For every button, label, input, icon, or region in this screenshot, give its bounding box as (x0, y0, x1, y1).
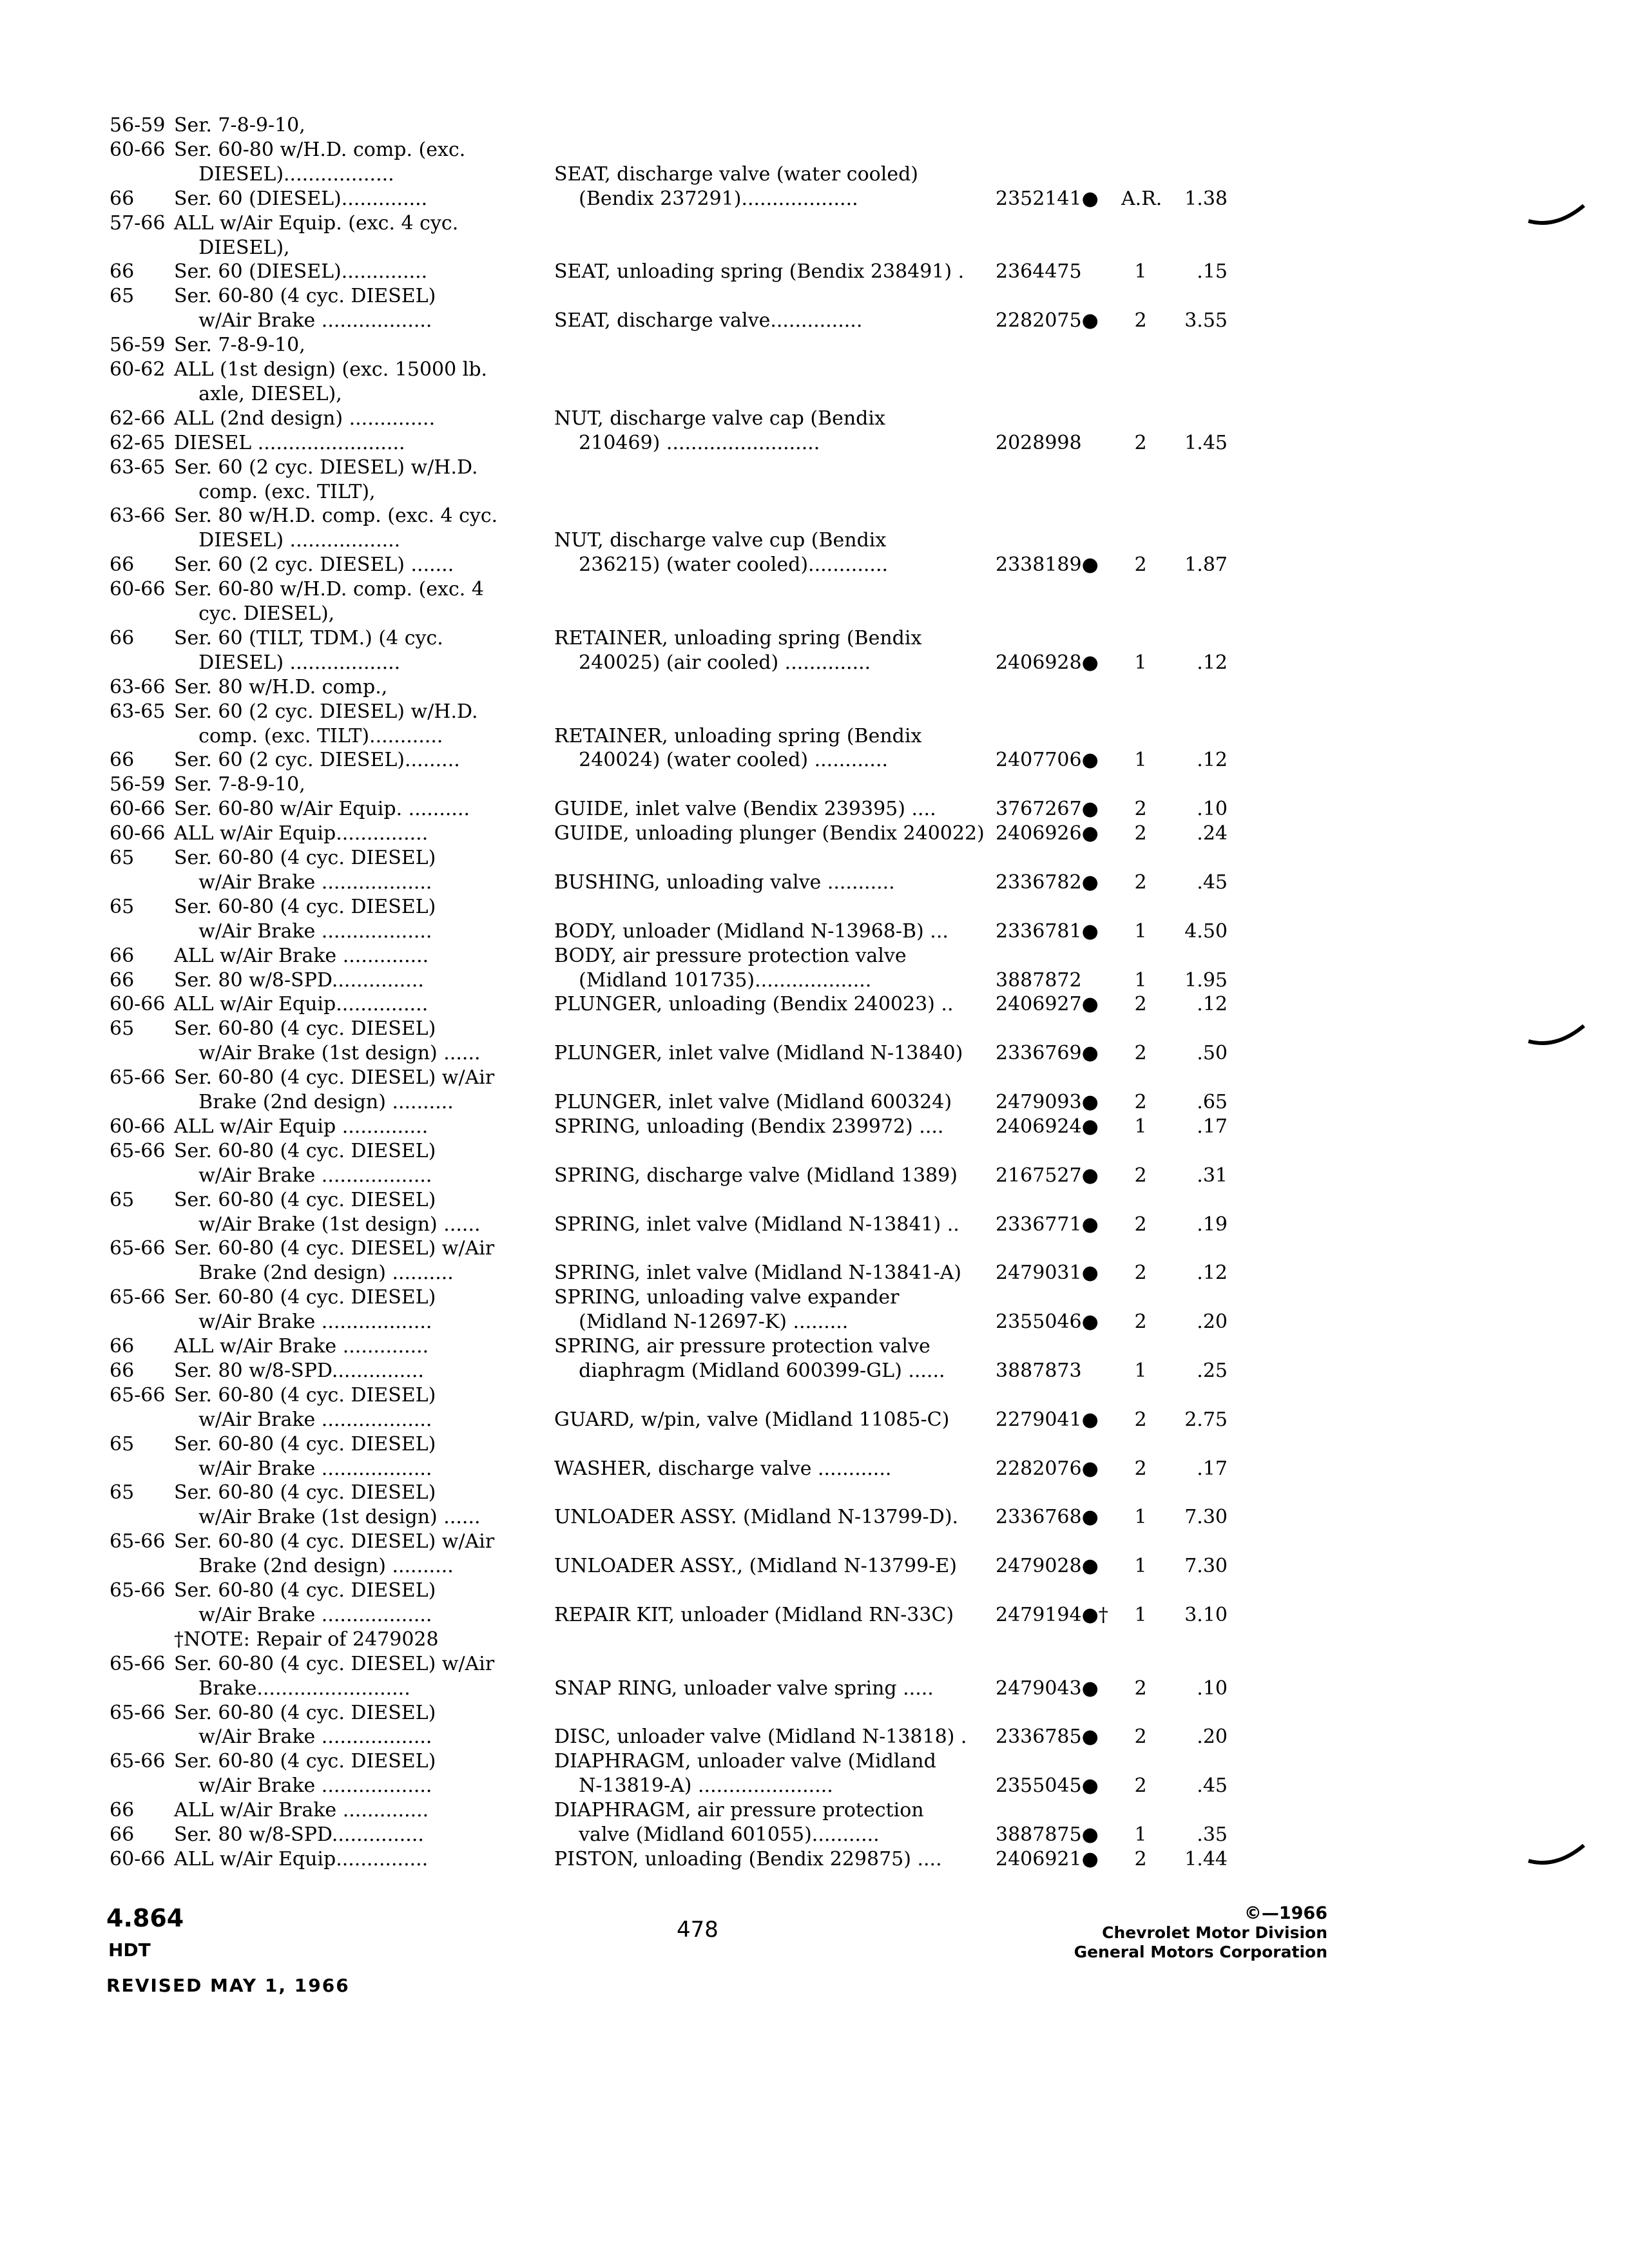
quantity: 1 (1134, 1360, 1147, 1382)
part-description: SPRING, inlet valve (Midland N-13841) .. (554, 1213, 959, 1236)
application: Ser. 60-80 w/Air Equip. .......... (174, 798, 470, 820)
model-years: 62-65 (110, 432, 166, 454)
model-years: 65-66 (110, 1530, 166, 1553)
model-years: 66 (110, 627, 135, 649)
application: DIESEL) .................. (174, 651, 401, 674)
quantity: 1 (1134, 260, 1147, 283)
application: Ser. 60-80 (4 cyc. DIESEL) (174, 1384, 436, 1407)
part-description: GUARD, w/pin, valve (Midland 11085-C) (554, 1408, 950, 1431)
list-price: .20 (1197, 1725, 1228, 1748)
part-number: 2479031● (996, 1262, 1099, 1284)
publisher-block (1005, 1904, 1327, 1962)
application: Ser. 60-80 (4 cyc. DIESEL) w/Air (174, 1530, 495, 1553)
list-price: .12 (1197, 749, 1228, 771)
quantity: 1 (1134, 1506, 1147, 1528)
application: Ser. 60-80 (4 cyc. DIESEL) (174, 847, 436, 869)
part-description: valve (Midland 601055)........... (554, 1823, 880, 1846)
part-description: UNLOADER ASSY. (Midland N-13799-D). (554, 1506, 959, 1528)
quantity: 1 (1134, 969, 1147, 992)
application: Brake......................... (174, 1677, 410, 1700)
part-number: 2282076● (996, 1457, 1099, 1480)
model-years: 66 (110, 260, 135, 283)
part-number: 2167527● (996, 1164, 1099, 1187)
list-price: 2.75 (1184, 1408, 1228, 1431)
quantity: 2 (1134, 1091, 1147, 1113)
application: Ser. 80 w/8-SPD............... (174, 1360, 424, 1382)
section-number: 4.864 (106, 1904, 184, 1932)
part-number: 2336771● (996, 1213, 1099, 1236)
list-price: .45 (1197, 871, 1228, 894)
part-description: 236215) (water cooled)............. (554, 553, 889, 576)
part-description: GUIDE, inlet valve (Bendix 239395) .... (554, 798, 936, 820)
division-name: Chevrolet Motor Division (1102, 1923, 1327, 1942)
application: †NOTE: Repair of 2479028 (174, 1628, 439, 1651)
model-years: 66 (110, 1335, 135, 1358)
quantity: 2 (1134, 1213, 1147, 1236)
quantity: 2 (1134, 993, 1147, 1015)
list-price: 1.38 (1184, 187, 1228, 210)
model-years: 60-66 (110, 798, 166, 820)
part-number: 2336768● (996, 1506, 1099, 1528)
quantity: 2 (1134, 1774, 1147, 1797)
quantity: 2 (1134, 871, 1147, 894)
application: Ser. 80 w/H.D. comp. (exc. 4 cyc. (174, 505, 498, 527)
model-years: 65-66 (110, 1140, 166, 1162)
application: Ser. 60 (2 cyc. DIESEL) w/H.D. (174, 456, 478, 479)
part-description: BUSHING, unloading valve ........... (554, 871, 895, 894)
model-years: 60-66 (110, 822, 166, 845)
model-years: 56-59 (110, 334, 166, 356)
model-years: 65 (110, 285, 135, 307)
list-price: 3.55 (1184, 309, 1228, 332)
model-years: 65-66 (110, 1653, 166, 1675)
model-years: 65-66 (110, 1384, 166, 1407)
part-description: N-13819-A) ...................... (554, 1774, 833, 1797)
part-description: SPRING, air pressure protection valve (554, 1335, 930, 1358)
part-description: SNAP RING, unloader valve spring ..... (554, 1677, 934, 1700)
model-years: 65-66 (110, 1750, 166, 1773)
application: ALL w/Air Equip............... (174, 993, 429, 1015)
quantity: 1 (1134, 1555, 1147, 1577)
application: ALL (1st design) (exc. 15000 lb. (174, 358, 488, 381)
list-price: .65 (1197, 1091, 1228, 1113)
list-price: .19 (1197, 1213, 1228, 1236)
part-description: RETAINER, unloading spring (Bendix (554, 725, 922, 747)
list-price: 7.30 (1184, 1506, 1228, 1528)
model-years: 65 (110, 896, 135, 918)
application: Ser. 60-80 (4 cyc. DIESEL) (174, 1433, 436, 1456)
part-description: RETAINER, unloading spring (Bendix (554, 627, 922, 649)
quantity: 1 (1134, 1604, 1147, 1626)
application: ALL w/Air Equip............... (174, 1848, 429, 1870)
list-price: 3.10 (1184, 1604, 1228, 1626)
quantity: A.R. (1121, 187, 1162, 210)
application: comp. (exc. TILT), (174, 481, 376, 503)
application: Ser. 60 (2 cyc. DIESEL) ....... (174, 553, 454, 576)
quantity: 2 (1134, 432, 1147, 454)
application: w/Air Brake .................. (174, 1408, 432, 1431)
quantity: 2 (1134, 1042, 1147, 1064)
part-number: 2479043● (996, 1677, 1099, 1700)
application: w/Air Brake .................. (174, 1311, 432, 1333)
application: Ser. 60-80 w/H.D. comp. (exc. (174, 139, 466, 161)
application: w/Air Brake .................. (174, 1164, 432, 1187)
part-number: 2355046● (996, 1311, 1099, 1333)
part-number: 2406927● (996, 993, 1099, 1015)
model-years: 62-66 (110, 407, 166, 430)
list-price: .12 (1197, 1262, 1228, 1284)
application: Ser. 60 (2 cyc. DIESEL)......... (174, 749, 460, 771)
part-number: 3887873 (996, 1360, 1082, 1382)
model-years: 60-66 (110, 139, 166, 161)
application: Ser. 60-80 (4 cyc. DIESEL) w/Air (174, 1237, 495, 1260)
part-description: (Bendix 237291)................... (554, 187, 858, 210)
application: Ser. 60-80 (4 cyc. DIESEL) (174, 1286, 436, 1309)
part-description: PLUNGER, unloading (Bendix 240023) .. (554, 993, 954, 1015)
corporation-name: General Motors Corporation (1074, 1943, 1327, 1961)
application: w/Air Brake .................. (174, 1457, 432, 1480)
list-price: .50 (1197, 1042, 1228, 1064)
application: ALL w/Air Brake .............. (174, 1335, 429, 1358)
part-number: 3767267● (996, 798, 1099, 820)
application: Ser. 60-80 (4 cyc. DIESEL) w/Air (174, 1653, 495, 1675)
quantity: 2 (1134, 309, 1147, 332)
application: Ser. 60 (DIESEL).............. (174, 260, 428, 283)
application: Ser. 60-80 (4 cyc. DIESEL) (174, 1579, 436, 1602)
model-years: 66 (110, 969, 135, 992)
part-description: NUT, discharge valve cap (Bendix (554, 407, 885, 430)
application: w/Air Brake (1st design) ...... (174, 1213, 481, 1236)
part-number: 2406924● (996, 1115, 1099, 1138)
model-years: 65-66 (110, 1702, 166, 1724)
quantity: 2 (1134, 553, 1147, 576)
part-description: WASHER, discharge valve ............ (554, 1457, 892, 1480)
quantity: 2 (1134, 1848, 1147, 1870)
application: Brake (2nd design) .......... (174, 1262, 454, 1284)
quantity: 2 (1134, 1164, 1147, 1187)
quantity: 1 (1134, 1823, 1147, 1846)
list-price: .10 (1197, 798, 1228, 820)
list-price: .12 (1197, 651, 1228, 674)
list-price: 1.87 (1184, 553, 1228, 576)
model-years: 65 (110, 1433, 135, 1456)
model-years: 63-65 (110, 456, 166, 479)
list-price: 4.50 (1184, 920, 1228, 943)
part-number: 2406921● (996, 1848, 1099, 1870)
part-description: 240024) (water cooled) ............ (554, 749, 889, 771)
part-description: SEAT, discharge valve (water cooled) (554, 163, 918, 186)
model-years: 57-66 (110, 212, 166, 235)
application: ALL (2nd design) .............. (174, 407, 436, 430)
part-description: PLUNGER, inlet valve (Midland N-13840) (554, 1042, 963, 1064)
list-price: .31 (1197, 1164, 1228, 1187)
part-description: (Midland 101735)................... (554, 969, 872, 992)
binder-hole-mark (1527, 203, 1585, 229)
application: axle, DIESEL), (174, 383, 342, 405)
application: Ser. 60-80 w/H.D. comp. (exc. 4 (174, 578, 484, 601)
part-description: (Midland N-12697-K) ......... (554, 1311, 849, 1333)
part-number: 2364475 (996, 260, 1082, 283)
quantity: 2 (1134, 1408, 1147, 1431)
quantity: 1 (1134, 1115, 1147, 1138)
model-years: 66 (110, 1360, 135, 1382)
model-years: 60-66 (110, 1115, 166, 1138)
quantity: 2 (1134, 1262, 1147, 1284)
model-years: 63-66 (110, 505, 166, 527)
model-years: 65-66 (110, 1066, 166, 1089)
application: DIESEL) .................. (174, 529, 401, 552)
part-number: 2336782● (996, 871, 1099, 894)
application: ALL w/Air Brake .............. (174, 1799, 429, 1821)
application: w/Air Brake .................. (174, 1725, 432, 1748)
part-description: DIAPHRAGM, unloader valve (Midland (554, 1750, 936, 1773)
quantity: 2 (1134, 798, 1147, 820)
part-number: 2338189● (996, 553, 1099, 576)
part-number: 3887872 (996, 969, 1082, 992)
application: Ser. 7-8-9-10, (174, 334, 305, 356)
part-description: BODY, unloader (Midland N-13968-B) ... (554, 920, 949, 943)
application: Ser. 7-8-9-10, (174, 773, 305, 796)
list-price: .15 (1197, 260, 1228, 283)
application: DIESEL).................. (174, 163, 394, 186)
part-number: 2279041● (996, 1408, 1099, 1431)
application: Ser. 60-80 (4 cyc. DIESEL) w/Air (174, 1066, 495, 1089)
part-description: REPAIR KIT, unloader (Midland RN-33C) (554, 1604, 954, 1626)
model-years: 65 (110, 1017, 135, 1040)
part-number: 3887875● (996, 1823, 1099, 1846)
application: DIESEL ........................ (174, 432, 405, 454)
part-number: 2479093● (996, 1091, 1099, 1113)
model-years: 66 (110, 553, 135, 576)
part-number: 2479194●† (996, 1604, 1108, 1626)
application: Ser. 60-80 (4 cyc. DIESEL) (174, 1189, 436, 1211)
application: Ser. 60-80 (4 cyc. DIESEL) (174, 1140, 436, 1162)
model-years: 66 (110, 749, 135, 771)
model-years: 65 (110, 847, 135, 869)
page-number: 478 (677, 1917, 718, 1943)
application: w/Air Brake .................. (174, 309, 432, 332)
application: w/Air Brake .................. (174, 1604, 432, 1626)
list-price: 7.30 (1184, 1555, 1228, 1577)
application: Ser. 80 w/8-SPD............... (174, 1823, 424, 1846)
application: ALL w/Air Brake .............. (174, 945, 429, 967)
part-description: PLUNGER, inlet valve (Midland 600324) (554, 1091, 952, 1113)
list-price: .12 (1197, 993, 1228, 1015)
model-years: 66 (110, 945, 135, 967)
part-description: SPRING, unloading valve expander (554, 1286, 900, 1309)
part-number: 2479028● (996, 1555, 1099, 1577)
model-years: 60-66 (110, 993, 166, 1015)
list-price: .20 (1197, 1311, 1228, 1333)
part-number: 2355045● (996, 1774, 1099, 1797)
application: Ser. 60-80 (4 cyc. DIESEL) (174, 1017, 436, 1040)
application: ALL w/Air Equip. (exc. 4 cyc. (174, 212, 459, 235)
model-years: 65 (110, 1189, 135, 1211)
part-description: BODY, air pressure protection valve (554, 945, 907, 967)
part-description: 210469) ......................... (554, 432, 820, 454)
part-number: 2406928● (996, 651, 1099, 674)
part-number: 2282075● (996, 309, 1099, 332)
model-years: 60-66 (110, 578, 166, 601)
quantity: 2 (1134, 1725, 1147, 1748)
part-description: SEAT, unloading spring (Bendix 238491) . (554, 260, 965, 283)
model-years: 56-59 (110, 114, 166, 137)
part-description: DISC, unloader valve (Midland N-13818) . (554, 1725, 967, 1748)
copyright: ©—1966 (1244, 1903, 1327, 1923)
application: Brake (2nd design) .......... (174, 1091, 454, 1113)
application: Ser. 60-80 (4 cyc. DIESEL) (174, 1481, 436, 1504)
list-price: 1.45 (1184, 432, 1228, 454)
part-number: 2352141● (996, 187, 1099, 210)
application: Ser. 80 w/H.D. comp., (174, 676, 388, 698)
application: Ser. 7-8-9-10, (174, 114, 305, 137)
model-years: 65-66 (110, 1237, 166, 1260)
part-description: SEAT, discharge valve............... (554, 309, 863, 332)
model-years: 56-59 (110, 773, 166, 796)
part-number: 2406926● (996, 822, 1099, 845)
part-number: 2336769● (996, 1042, 1099, 1064)
application: Ser. 80 w/8-SPD............... (174, 969, 424, 992)
list-price: 1.44 (1184, 1848, 1228, 1870)
model-years: 65-66 (110, 1579, 166, 1602)
application: DIESEL), (174, 236, 290, 259)
application: Ser. 60-80 (4 cyc. DIESEL) (174, 1702, 436, 1724)
list-price: .17 (1197, 1115, 1228, 1138)
model-years: 66 (110, 187, 135, 210)
part-number: 2336785● (996, 1725, 1099, 1748)
quantity: 2 (1134, 1457, 1147, 1480)
quantity: 2 (1134, 1311, 1147, 1333)
application: cyc. DIESEL), (174, 602, 335, 625)
application: Ser. 60 (TILT, TDM.) (4 cyc. (174, 627, 443, 649)
list-price: .17 (1197, 1457, 1228, 1480)
part-description: PISTON, unloading (Bendix 229875) .... (554, 1848, 942, 1870)
part-description: 240025) (air cooled) .............. (554, 651, 871, 674)
application: ALL w/Air Equip .............. (174, 1115, 429, 1138)
series-code: HDT (108, 1939, 151, 1961)
model-years: 66 (110, 1823, 135, 1846)
part-number: 2336781● (996, 920, 1099, 943)
model-years: 66 (110, 1799, 135, 1821)
quantity: 1 (1134, 749, 1147, 771)
list-price: .45 (1197, 1774, 1228, 1797)
list-price: .24 (1197, 822, 1228, 845)
model-years: 60-62 (110, 358, 166, 381)
quantity: 1 (1134, 920, 1147, 943)
list-price: .35 (1197, 1823, 1228, 1846)
model-years: 65 (110, 1481, 135, 1504)
part-description: UNLOADER ASSY., (Midland N-13799-E) (554, 1555, 957, 1577)
application: Brake (2nd design) .......... (174, 1555, 454, 1577)
application: w/Air Brake .................. (174, 920, 432, 943)
quantity: 2 (1134, 1677, 1147, 1700)
application: Ser. 60-80 (4 cyc. DIESEL) (174, 896, 436, 918)
application: w/Air Brake .................. (174, 871, 432, 894)
model-years: 63-65 (110, 700, 166, 723)
model-years: 65-66 (110, 1286, 166, 1309)
application: Ser. 60 (DIESEL).............. (174, 187, 428, 210)
part-description: DIAPHRAGM, air pressure protection (554, 1799, 924, 1821)
part-description: SPRING, discharge valve (Midland 1389) (554, 1164, 958, 1187)
model-years: 63-66 (110, 676, 166, 698)
part-description: SPRING, unloading (Bendix 239972) .... (554, 1115, 944, 1138)
application: ALL w/Air Equip............... (174, 822, 429, 845)
quantity: 1 (1134, 651, 1147, 674)
part-number: 2028998 (996, 432, 1082, 454)
model-years: 60-66 (110, 1848, 166, 1870)
binder-hole-mark (1527, 1843, 1585, 1869)
binder-hole-mark (1527, 1023, 1585, 1049)
application: w/Air Brake .................. (174, 1774, 432, 1797)
application: Ser. 60-80 (4 cyc. DIESEL) (174, 1750, 436, 1773)
part-number: 2407706● (996, 749, 1099, 771)
part-description: NUT, discharge valve cup (Bendix (554, 529, 887, 552)
revision-date: REVISED MAY 1, 1966 (106, 1975, 350, 1996)
list-price: 1.95 (1184, 969, 1228, 992)
quantity: 2 (1134, 822, 1147, 845)
application: Ser. 60-80 (4 cyc. DIESEL) (174, 285, 436, 307)
application: w/Air Brake (1st design) ...... (174, 1506, 481, 1528)
application: w/Air Brake (1st design) ...... (174, 1042, 481, 1064)
list-price: .25 (1197, 1360, 1228, 1382)
list-price: .10 (1197, 1677, 1228, 1700)
application: Ser. 60 (2 cyc. DIESEL) w/H.D. (174, 700, 478, 723)
application: comp. (exc. TILT)............ (174, 725, 443, 747)
part-description: SPRING, inlet valve (Midland N-13841-A) (554, 1262, 962, 1284)
part-description: diaphragm (Midland 600399-GL) ...... (554, 1360, 945, 1382)
part-description: GUIDE, unloading plunger (Bendix 240022) (554, 822, 985, 845)
